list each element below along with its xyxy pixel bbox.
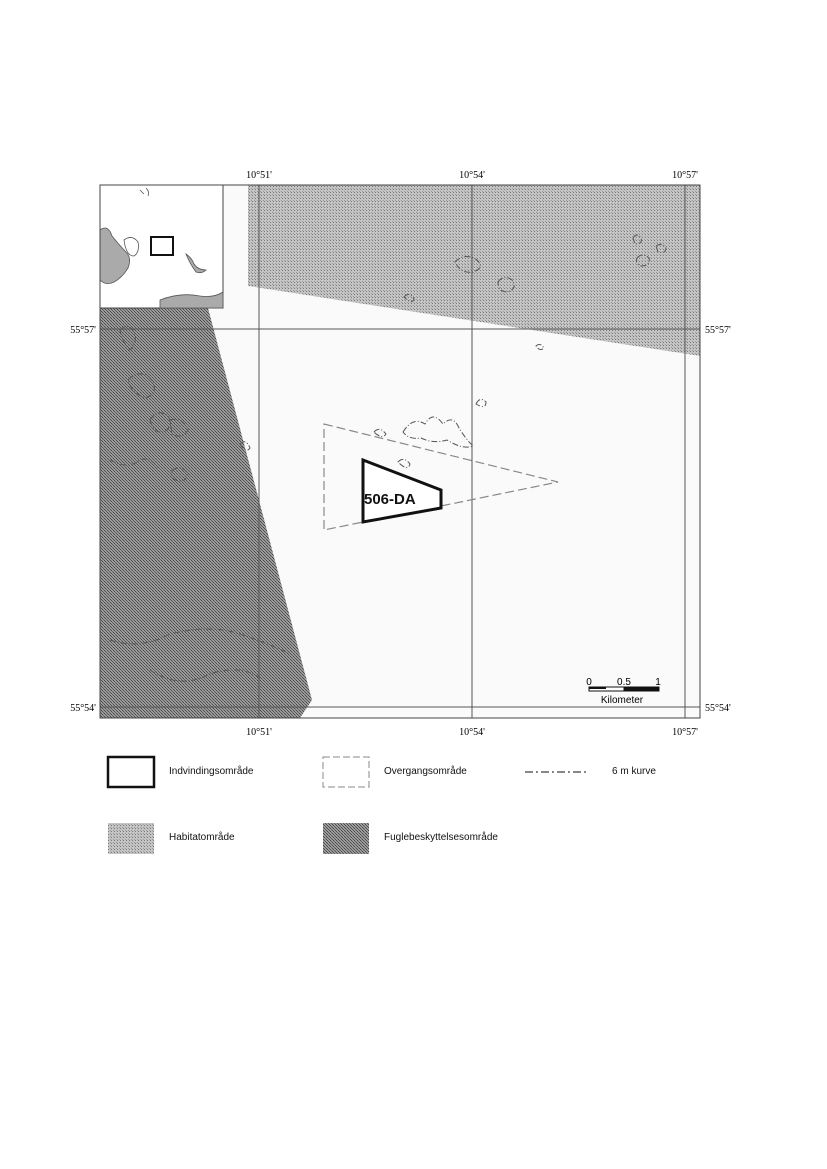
extraction-area-label: 506-DA	[364, 491, 416, 508]
legend-extraction-label: Indvindingsområde	[169, 766, 254, 777]
legend-transition-swatch	[323, 757, 369, 787]
lat-label-left-2: 55°54'	[70, 703, 96, 714]
scale-unit: Kilometer	[600, 695, 644, 706]
inset-overview-map	[100, 185, 223, 308]
lon-label-bottom-1: 10°51'	[246, 727, 272, 738]
scale-tick-0: 0	[586, 677, 592, 688]
lat-label-right-1: 55°57'	[705, 325, 731, 336]
lat-label-left-1: 55°57'	[70, 325, 96, 336]
legend-habitat-swatch	[108, 823, 154, 854]
lon-label-bottom-3: 10°57'	[672, 727, 698, 738]
legend-habitat-label: Habitatområde	[169, 832, 235, 843]
legend-depth-curve-label: 6 m kurve	[612, 766, 656, 777]
legend-transition-label: Overgangsområde	[384, 766, 467, 777]
scale-tick-1: 1	[655, 677, 661, 688]
legend-bird-label: Fuglebeskyttelsesområde	[384, 832, 498, 843]
lon-label-bottom-2: 10°54'	[459, 727, 485, 738]
lon-label-top-1: 10°51'	[246, 170, 272, 181]
scale-tick-half: 0.5	[617, 677, 631, 688]
lon-label-top-2: 10°54'	[459, 170, 485, 181]
lon-label-top-3: 10°57'	[672, 170, 698, 181]
lat-label-right-2: 55°54'	[705, 703, 731, 714]
legend-extraction-swatch	[108, 757, 154, 787]
legend-bird-swatch	[323, 823, 369, 854]
